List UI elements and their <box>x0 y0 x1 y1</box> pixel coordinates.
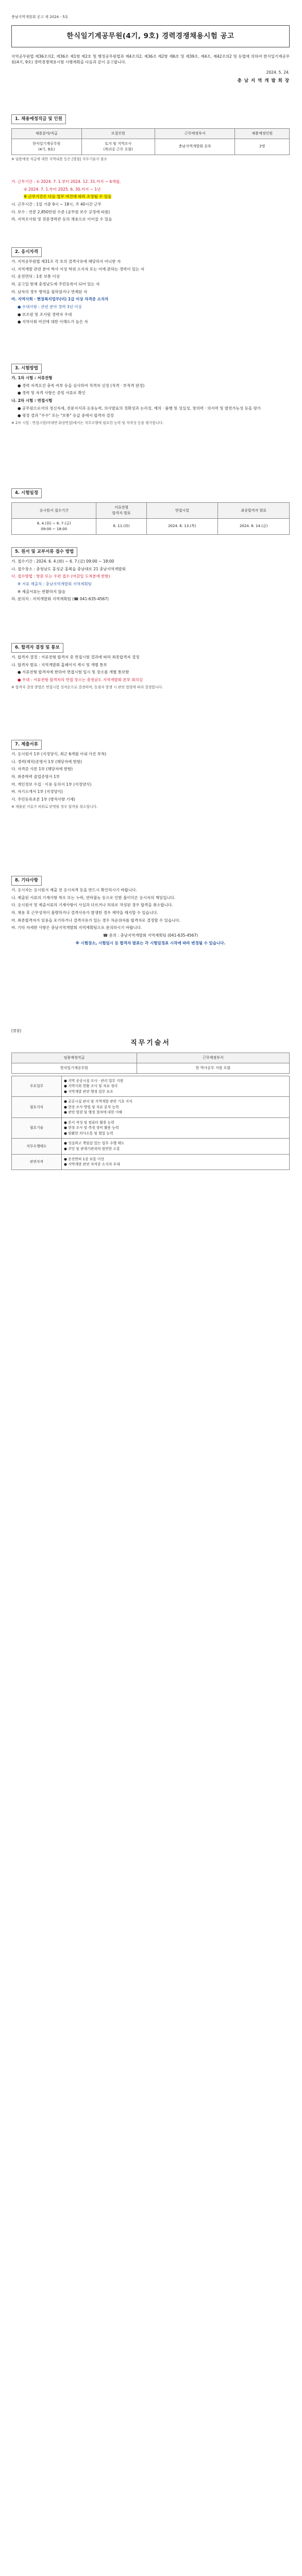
document-line: 사. 주민등록초본 1부 (병적사항 기재) <box>11 796 75 802</box>
document-line: 바. 자기소개서 1부 (지정양식) <box>11 789 63 794</box>
notice-date: 2024. 5. 24. <box>266 70 290 75</box>
notice-number: 충남지역개발회 공고 제 2024 - 5호 <box>11 15 69 19</box>
notice-org: 충 남 지 역 개 발 회 장 <box>237 78 290 83</box>
form-row-text: ● 운전면허 1종 보통 이상 ● 지역개발 관련 자격증 소지자 우대 <box>62 1154 290 1170</box>
result-line: ● 우대 : 서류전형 합격자의 면접 장소는 충청남도 지역개발회 본부 회의실 <box>18 677 143 683</box>
form-title: 직무기술서 <box>130 1039 171 1047</box>
table-header: 최종합격자 발표 <box>218 503 290 519</box>
result-line: 가. 합격자 결정 : 서류전형 합격자 중 면접시험 결과에 따라 최종합격자 결정 <box>11 655 140 660</box>
eligibility-line: 마. 남자의 경우 병역을 필하였거나 면제된 자 <box>11 289 88 294</box>
table-cell: 2024. 6. 13.(목) <box>146 518 218 534</box>
section-heading: 8. 기타사항 <box>11 876 42 886</box>
final-note: ※ 시험장소, 시험일시 등 합격자 발표는 각 시험일정표 시작에 따라 변경될 수 있습니다. <box>75 940 226 945</box>
table-header: 근무예정부서 <box>137 1053 289 1063</box>
condition-line: 나. 근무시간 : 1일 기준 9시 ~ 18시, 주 40시간 근무 <box>11 201 102 207</box>
section-heading: 5. 원서 및 교부서류 접수 방법 <box>11 547 77 557</box>
result-line: 나. 합격자 발표 : 지역개발회 홈페이지 게시 및 개별 통보 <box>11 662 107 667</box>
section-heading: 3. 시험방법 <box>11 364 42 374</box>
section-heading: 7. 제출서류 <box>11 740 42 750</box>
table-header: 채용예정인원 <box>235 129 290 139</box>
document-line: 다. 자격증 사본 1부 (해당자에 한함) <box>11 767 73 772</box>
application-line: 라. 문의처 : 지역개발회 지역계획팀 (☎ 041-635-4567) <box>11 597 109 602</box>
section-other <box>11 876 290 947</box>
application-line: 다. 접수방법 : 방문 또는 우편 접수 (마감일 도착분에 한함) <box>11 574 110 579</box>
form-row-label: 직무수행태도 <box>12 1139 62 1154</box>
application-line: 가. 접수기간 : 2024. 6. 4.(화) ~ 6. 7.(금) 09:00 ~ 18:00 <box>11 559 114 564</box>
table-header: 임용예정직급 <box>12 1053 137 1063</box>
method-line: ● 경력 자격요건 충족 여부 등을 심사하여 적격자 선정 (적격 · 부적격 판정) <box>18 383 145 388</box>
table-header: 채용분야/직급 <box>12 129 82 139</box>
table-cell: 한식일기계공무원 (4기, 9호) <box>12 139 82 155</box>
eligibility-line: 가. 지역공무원법 제31조 각 호의 결격사유에 해당하지 아니한 자 <box>11 259 121 264</box>
eligibility-extra: ● 우대사항 : 관련 분야 경력 3년 이상 <box>18 304 82 309</box>
method-line: ● 공무원으로서의 정신자세, 전문지식과 응용능력, 의사발표의 정확성과 논리성, 예의 · 품행 및 성실성, 창의력 · 의지력 및 발전가능성 등을 평가 <box>18 405 261 411</box>
eligibility-extra: ● 지역사회 여건에 대한 이해도가 높은 자 <box>18 319 88 325</box>
result-note: ※ 합격자 결정 방법은 면접시험 성적순으로 결정하며, 동점자 발생 시 관련 법령에 따라 결정합니다. <box>11 685 163 689</box>
table-cell: 토지 및 지역조사 (복리공 근무 포함) <box>81 139 155 155</box>
form-row-text: ● 문서 작성 및 컴퓨터 활용 능력 ● 현장 조사 및 측정 장비 활용 능력 ● 원활한 의사소통 및 협업 능력 <box>62 1117 290 1139</box>
condition-line: ② 2024. 7. 1.부터 2025. 6. 30.까지 ~ 1년 <box>24 187 101 192</box>
table-cell: 2024. 6. 14.(금) <box>218 518 290 534</box>
document-line: 마. 개인정보 수집 · 이용 동의서 1부 (지정양식) <box>11 782 92 787</box>
table-header: 모집인원 <box>81 129 155 139</box>
table-cell: 한식일기계공무원 <box>12 1063 137 1073</box>
other-line: 라. 채용 후 근무성적이 불량하거나 결격사유가 발생한 경우 계약을 해지할 수 있습니다. <box>11 910 158 916</box>
section-schedule <box>11 488 290 535</box>
section-positions <box>11 114 290 163</box>
method-line: ● 평정 결과 "우수" 또는 "보통" 등급 중에서 합격자 결정 <box>18 413 114 418</box>
other-line: 가. 응시자는 응시원서 제출 전 응시자격 등을 반드시 확인하시기 바랍니다. <box>11 888 137 893</box>
document-line: 가. 응시원서 1부 (지정양식, 최근 6개월 이내 사진 부착) <box>11 752 107 757</box>
form-row-label: 관련자격 <box>12 1154 62 1170</box>
eligibility-line: 다. 운전면허 : 1종 보통 이상 <box>11 274 60 279</box>
method-line: ● 경력 및 자격 사항은 증빙 서류로 확인 <box>18 391 86 396</box>
condition-line: 다. 보수 : 연봉 2,850만원 수준 (공무원 보수 규정에 따름) <box>11 209 110 214</box>
table-cell: 2명 <box>235 139 290 155</box>
method-note: ※ 2차 시험 : 면접시험(비대면 화상면접)에서는 직무수행에 필요한 능력 및 적격성 등을 평가합니다. <box>11 420 164 425</box>
form-head-table <box>11 1053 290 1074</box>
table-cell: 6. 4.(화) ~ 6. 7.(금) 09:00 ~ 18:00 <box>12 518 96 534</box>
eligibility-extra: ● 보조원 및 조사원 경력자 우대 <box>18 312 72 317</box>
positions-note: ※ 임용예정 직급에 대한 지역내용 등은 [별첨] 직무기술서 참조 <box>11 157 107 161</box>
document-line: 나. 경력(재직)증명서 1부 (해당자에 한함) <box>11 759 82 764</box>
application-line: ※ 서류 제출처 : 충남지역개발회 지역계획팀 <box>18 582 92 587</box>
other-line: 나. 제출된 서류의 기재사항 착오 또는 누락, 연락불능 등으로 인한 불이익은 응시자의 책임입니다. <box>11 895 176 900</box>
condition-line: 가. 근무기간 : ① 2024. 7. 1.부터 2024. 12. 31.까지 ~ 6개월, <box>11 179 121 184</box>
section-heading: 4. 시험일정 <box>11 488 42 498</box>
form-row-label: 주요업무 <box>12 1076 62 1097</box>
document-line: 라. 최종학력 졸업증명서 1부 <box>11 774 60 779</box>
form-row-label: 필요기술 <box>12 1117 62 1139</box>
table-cell: 충남지역개발회 본부 <box>155 139 235 155</box>
form-row-text: ● 공공시설 관리 및 지역개발 관련 기초 지식 ● 현장 조사 방법 및 자료 분석 능력 ● 관련 법령 및 행정 절차에 대한 이해 <box>62 1097 290 1118</box>
job-description-form <box>11 1025 290 1170</box>
section-results <box>11 643 290 691</box>
application-line: ※ 제출서류는 반환하지 않음 <box>18 589 66 594</box>
notice-header <box>11 14 290 84</box>
form-row-text: ● 성실하고 책임감 있는 업무 수행 태도 ● 주민 및 관계기관과의 원만한 소통 <box>62 1139 290 1154</box>
contact-line: ☎ 문의 : 충남지역개발회 지역계획팀 (041-635-4567) <box>103 933 198 938</box>
section-documents <box>11 740 290 811</box>
table-header: 면접시험 <box>146 503 218 519</box>
condition-line: 라. 지역조사원 및 전문경력관 등의 채용으로 이어질 수 있음 <box>11 217 112 222</box>
result-line: ● 서류전형 합격자에 한하여 면접시험 일시 및 장소를 개별 통보함 <box>18 670 129 675</box>
notice-intro: 지역공무원법 제36조의2, 제36조 제1항 제2호 및 행정공무원법과 제4조의2, 제36조 제2항 제6호 및 제39조, 제4조, 제42조의2 및 동법에 의하여 한식일기계공무원(4기, 9호) 경력경쟁채용시험 시행계획을 다음과 같이 공고합니다. <box>11 54 290 65</box>
form-label: [별첨] <box>11 1029 21 1033</box>
form-detail-table <box>11 1076 290 1170</box>
section-exam-method <box>11 364 290 427</box>
document-note: ※ 제출된 서류가 허위로 판명될 경우 합격을 취소합니다. <box>11 804 98 809</box>
method-line: 나. 2차 시험 : 면접시험 <box>11 398 53 403</box>
method-line: 가. 1차 시험 : 서류전형 <box>11 376 53 381</box>
eligibility-line: 나. 지역개발 관련 분야 학사 이상 학위 소지자 또는 이에 준하는 경력이 있는 자 <box>11 266 144 272</box>
table-cell: 한 역사공무 지원 포함 <box>137 1063 289 1073</box>
positions-table <box>11 128 290 155</box>
table-header: 근무예정부서 <box>155 129 235 139</box>
eligibility-line: 라. 공고일 현재 충청남도에 주민등록이 되어 있는 자 <box>11 282 100 287</box>
condition-highlight: ※ 근무기간은 다음 업무 여건에 따라 조정될 수 있음 <box>24 194 112 199</box>
notice-title: 한식일기계공무원(4기, 9호) 경력경쟁채용시험 공고 <box>11 25 290 47</box>
eligibility-extra-heading: 마. 지역사회 · 현장복지업무(미) 1급 이상 자격증 소지자 <box>11 297 109 302</box>
other-line: 마. 최종합격자가 임용을 포기하거나 결격사유가 있는 경우 차순위자를 합격자로 결정할 수 있습니다. <box>11 918 181 923</box>
section-heading: 2. 응시자격 <box>11 247 42 257</box>
section-heading: 1. 채용예정직급 및 인원 <box>11 114 66 124</box>
other-line: 다. 응시원서 및 제출서류의 기재사항이 사실과 다르거나 허위로 작성된 경우 합격을 취소합니다. <box>11 903 173 908</box>
section-heading: 6. 합격자 결정 및 통보 <box>11 643 63 653</box>
section-conditions <box>11 177 290 224</box>
section-eligibility <box>11 247 290 327</box>
form-row-text: ● 지역 공공시설 조사 · 관리 업무 지원 ● 지역사회 현황 조사 및 자료 정리 ● 지역개발 관련 행정 업무 보조 <box>62 1076 290 1097</box>
table-header: 응시원서 접수기간 <box>12 503 96 519</box>
table-header: 서류전형 합격자 발표 <box>96 503 146 519</box>
table-cell: 6. 11.(화) <box>96 518 146 534</box>
section-application <box>11 547 290 604</box>
schedule-table <box>11 502 290 534</box>
other-line: 바. 기타 자세한 사항은 충남지역개발회 지역계획팀으로 문의하시기 바랍니다. <box>11 925 142 930</box>
form-row-label: 필요지식 <box>12 1097 62 1118</box>
application-line: 나. 접수장소 : 충청남도 홍성군 홍북읍 충남대로 21 충남지역개발회 <box>11 566 126 571</box>
